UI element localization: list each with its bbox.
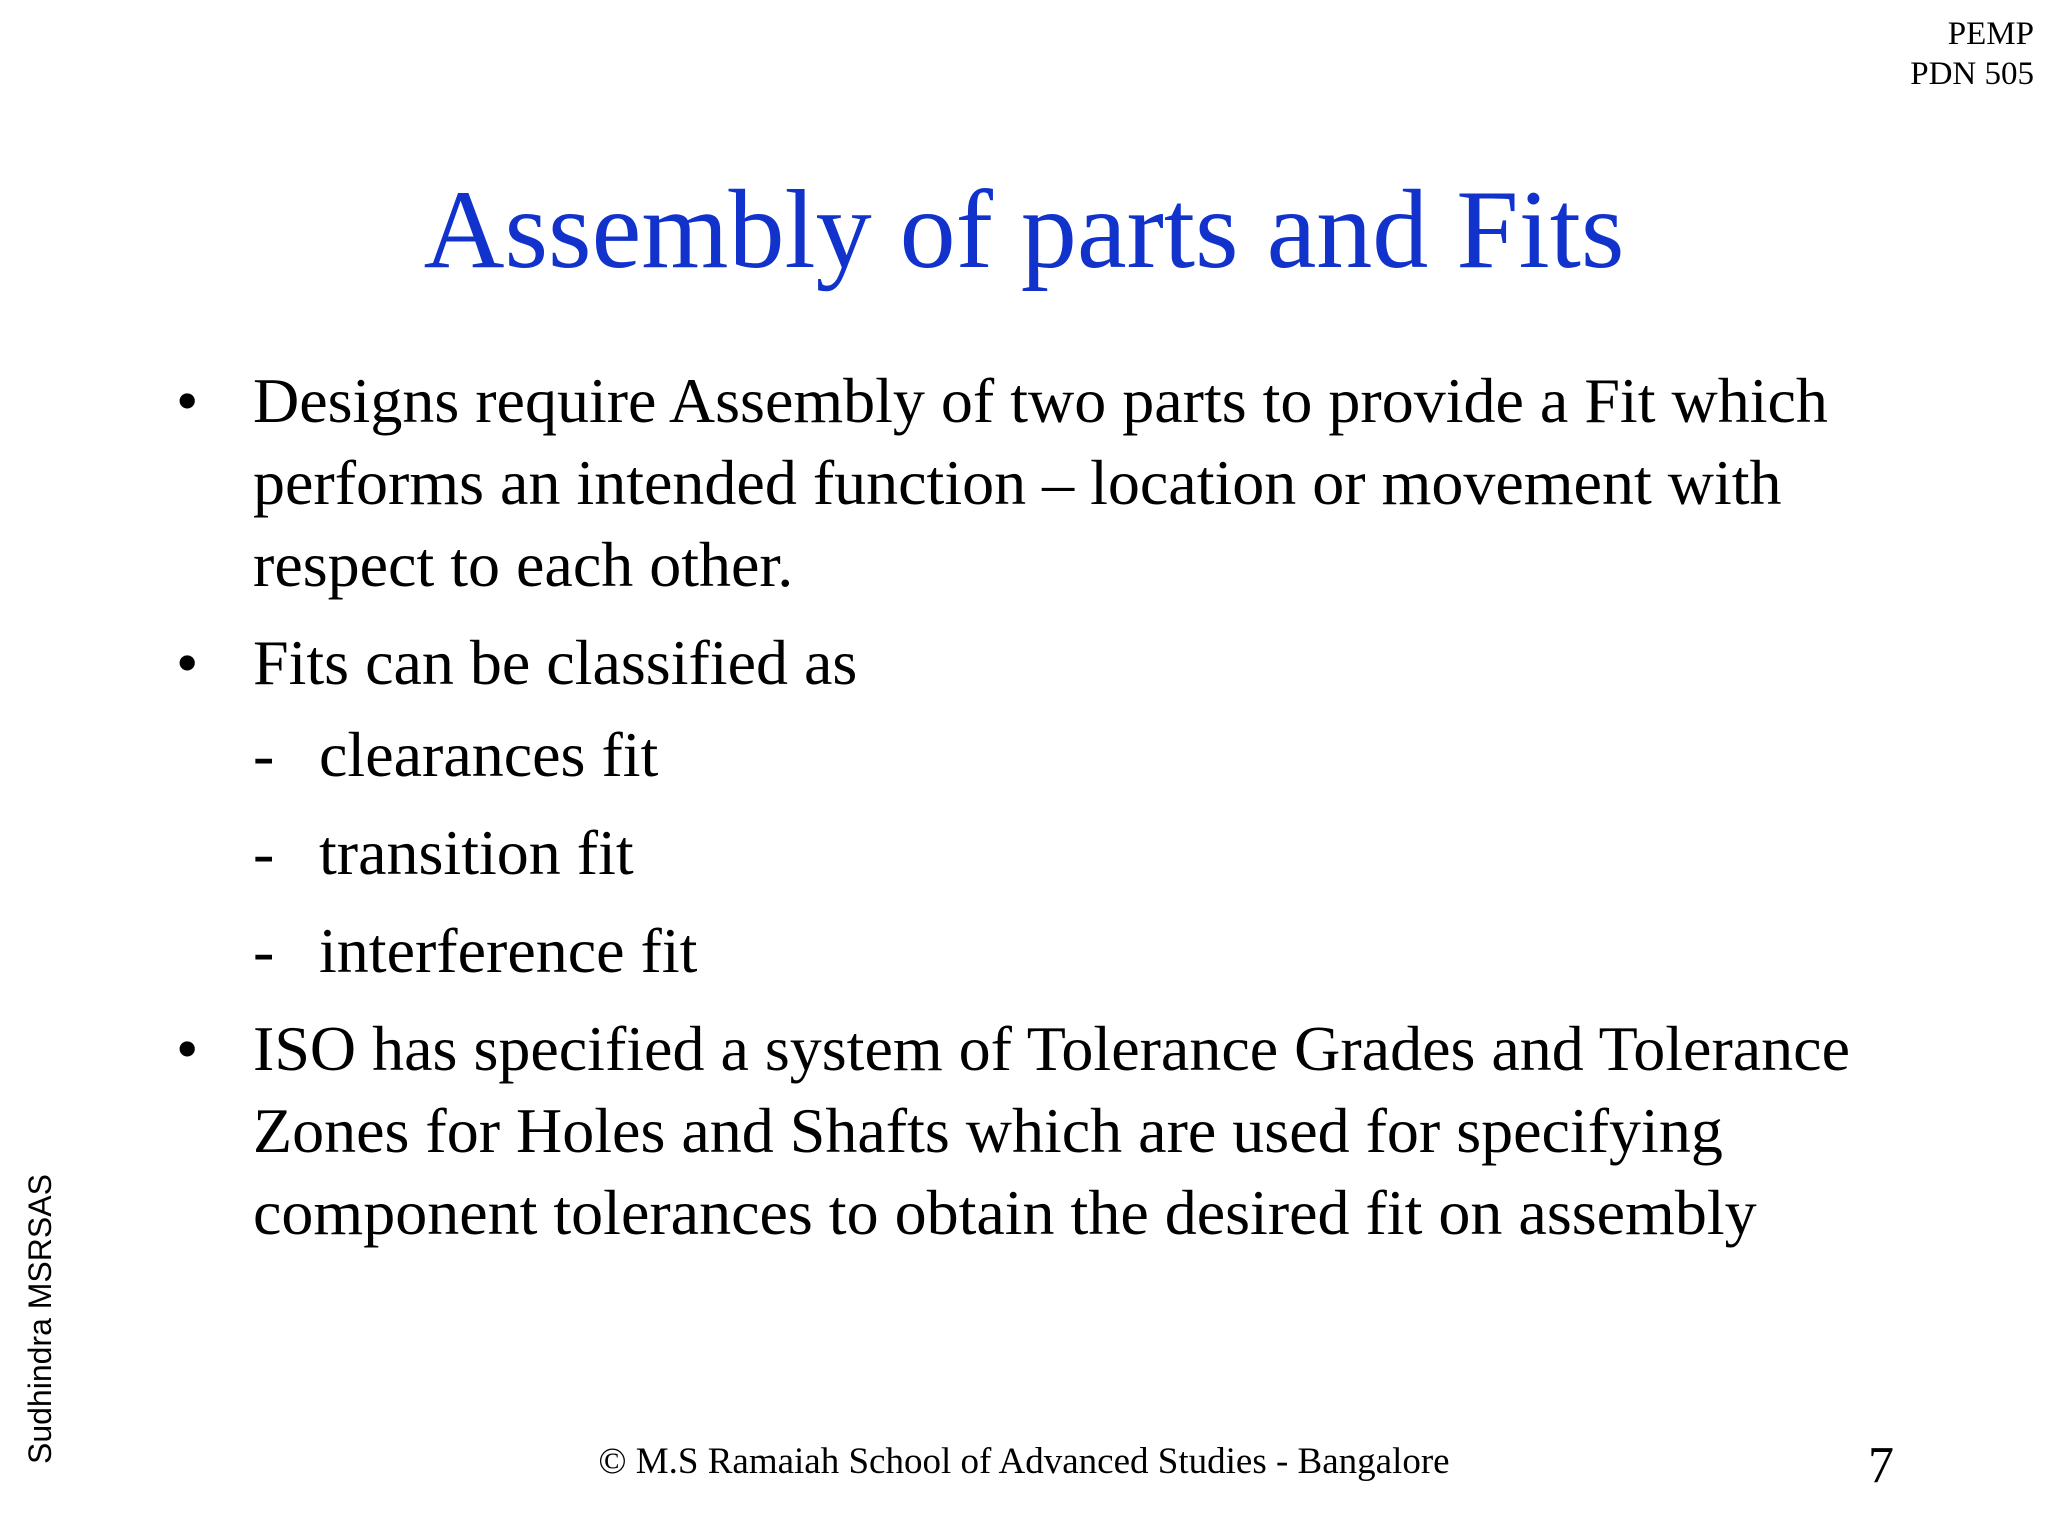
program-label: PEMP — [1947, 16, 2034, 52]
bullet-list — [0, 360, 2048, 1254]
bullet-item — [176, 360, 1933, 606]
course-header — [1910, 14, 2034, 94]
bullet-item — [176, 622, 1933, 992]
sub-item-text: transition fit — [319, 817, 634, 888]
slide-title: Assembly of parts and Fits — [423, 168, 1625, 292]
sub-marker: - — [253, 719, 275, 790]
footer-copyright: © M.S Ramaiah School of Advanced Studies - Bangalore — [598, 1441, 1450, 1482]
sub-item — [253, 910, 1933, 992]
sub-marker: - — [253, 915, 275, 986]
bullet-text: Designs require Assembly of two parts to provide a Fit which performs an intended function – location or movement with respect to each other. — [253, 365, 1828, 600]
sub-item-text: clearances fit — [319, 719, 659, 790]
sub-marker: - — [253, 817, 275, 888]
sub-item — [253, 812, 1933, 894]
sub-item — [253, 714, 1933, 796]
bullet-item — [176, 1008, 1933, 1254]
side-author-label: Sudhindra MSRSAS — [22, 1174, 58, 1464]
page-number: 7 — [1868, 1437, 1894, 1494]
bullet-text: ISO has specified a system of Tolerance Grades and Tolerance Zones for Holes and Shafts which are used for specifying component tolerances to obtain the desired fit on assembly — [253, 1013, 1850, 1248]
sub-item-text: interference fit — [319, 915, 698, 986]
sub-list — [253, 714, 1933, 992]
course-code-label: PDN 505 — [1910, 56, 2034, 92]
bullet-marker: • — [176, 365, 199, 436]
bullet-text: Fits can be classified as — [253, 627, 858, 698]
bullet-marker: • — [176, 1013, 199, 1084]
bullet-marker: • — [176, 627, 199, 698]
